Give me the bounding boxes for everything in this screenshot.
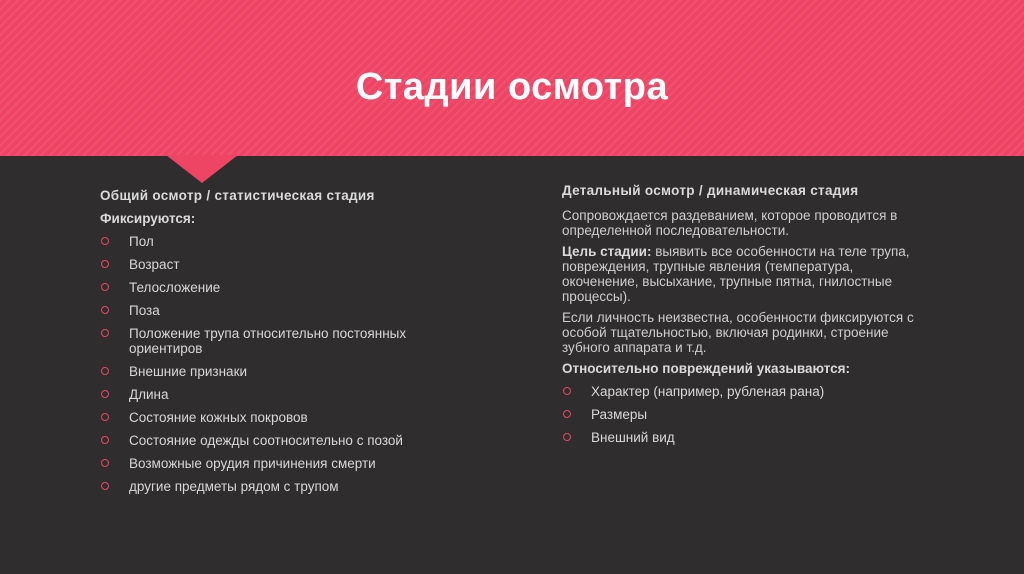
list-item: Возможные орудия причинения смерти <box>100 456 460 471</box>
fixed-items-list <box>100 234 460 494</box>
list-item: Размеры <box>562 407 922 422</box>
list-item: Характер (например, рубленая рана) <box>562 384 922 399</box>
list-item: Поза <box>100 303 460 318</box>
detailed-exam-heading: Детальный осмотр / динамическая стадия <box>562 183 859 198</box>
list-item: Пол <box>100 234 460 249</box>
goal-paragraph <box>562 244 922 304</box>
injuries-list <box>562 384 922 445</box>
injuries-heading: Относительно повреждений указываются: <box>562 361 851 376</box>
goal-label: Цель стадии: <box>562 244 652 259</box>
list-item: Внешний вид <box>562 430 922 445</box>
unknown-identity-paragraph: Если личность неизвестна, особенности фиксируются с особой тщательностью, включая родинки, строение зубного аппарата и т.д. <box>562 310 914 355</box>
list-item: Длина <box>100 387 460 402</box>
banner-notch <box>166 155 238 183</box>
list-item: Внешние признаки <box>100 364 460 379</box>
right-column <box>562 183 922 453</box>
list-item: Телосложение <box>100 280 460 295</box>
slide-title: Стадии осмотра <box>355 66 669 108</box>
undressing-paragraph: Сопровождается раздеванием, которое проводится в определенной последовательности. <box>562 208 898 238</box>
general-exam-heading: Общий осмотр / статистическая стадия <box>100 188 375 203</box>
list-item: Состояние одежды соотносительно с позой <box>100 433 460 448</box>
fixed-items-subheading: Фиксируются: <box>100 211 196 226</box>
list-item: Положение трупа относительно постоянных ориентиров <box>100 326 460 356</box>
list-item: другие предметы рядом с трупом <box>100 479 460 494</box>
left-column <box>100 188 460 502</box>
list-item: Возраст <box>100 257 460 272</box>
goal-text: выявить все особенности на теле трупа, повреждения, трупные явления (температура, окоченение, высыхание, трупные пятна, гнилостные процессы). <box>562 244 910 304</box>
list-item: Состояние кожных покровов <box>100 410 460 425</box>
